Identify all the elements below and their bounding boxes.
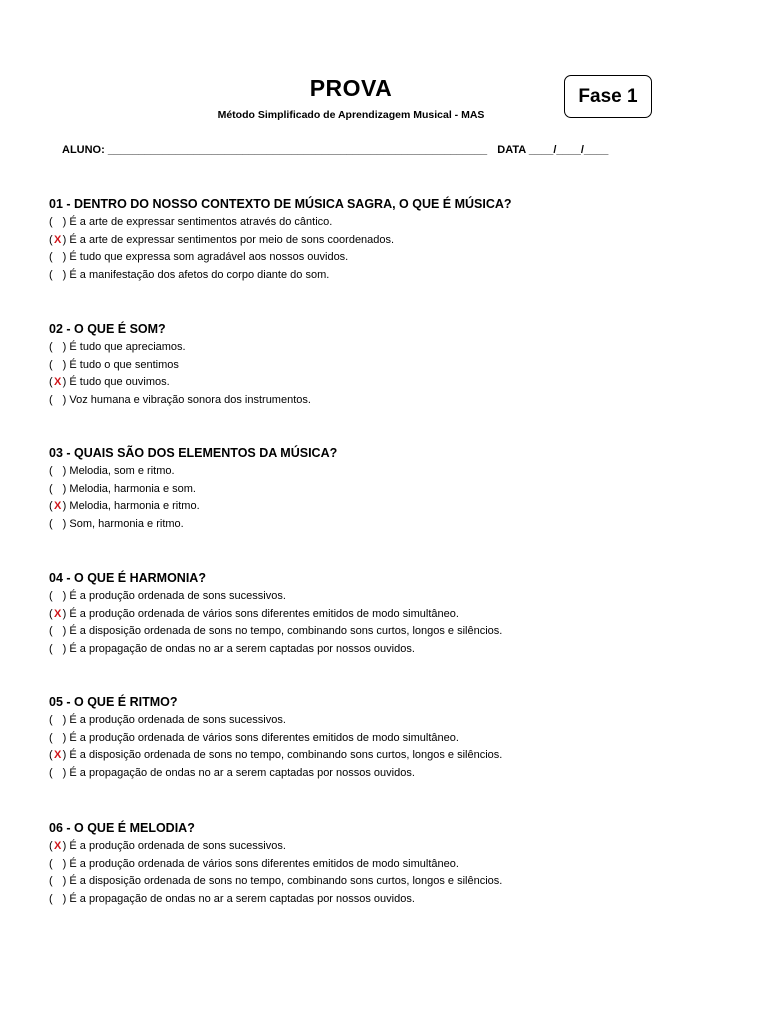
answer-text: É a produção ordenada de sons sucessivos. bbox=[69, 840, 286, 852]
answer-checkbox[interactable]: X bbox=[54, 500, 62, 513]
student-label: ALUNO: bbox=[62, 144, 105, 156]
answer-option[interactable]: ( ) É a produção ordenada de vários sons diferentes emitidos de modo simultâneo. bbox=[49, 731, 459, 744]
answer-option[interactable]: ( ) É a produção ordenada de sons sucessivos. bbox=[49, 714, 286, 726]
answer-checkbox[interactable]: X bbox=[54, 233, 62, 246]
answer-text: É tudo que apreciamos. bbox=[69, 341, 186, 353]
answer-option[interactable]: ( ) É a manifestação dos afetos do corpo diante do som. bbox=[49, 268, 330, 281]
answer-option[interactable]: ( ) É a disposição ordenada de sons no tempo, combinando sons curtos, longos e silêncios. bbox=[49, 875, 503, 888]
answer-text: Voz humana e vibração sonora dos instrumentos. bbox=[69, 393, 311, 406]
answer-checkbox[interactable]: X bbox=[54, 376, 62, 389]
answer-text: É tudo que expressa som agradável aos nossos ouvidos. bbox=[69, 251, 349, 264]
answer-text: É a produção ordenada de vários sons diferentes emitidos de modo simultâneo. bbox=[69, 857, 459, 870]
answer-text: Melodia, harmonia e som. bbox=[69, 482, 196, 495]
answer-option[interactable]: (X) É a produção ordenada de vários sons diferentes emitidos de modo simultâneo. bbox=[49, 606, 709, 624]
question-06 bbox=[49, 818, 709, 908]
question-03 bbox=[49, 443, 709, 533]
answer-text: Melodia, som e ritmo. bbox=[69, 465, 175, 477]
answer-option[interactable]: ( ) É tudo o que sentimos bbox=[49, 358, 179, 371]
answer-option[interactable]: (X) Melodia, harmonia e ritmo. bbox=[49, 498, 709, 516]
answer-text: É a produção ordenada de sons sucessivos. bbox=[69, 590, 286, 602]
answer-text: É a produção ordenada de sons sucessivos. bbox=[69, 714, 286, 726]
student-info-line bbox=[62, 144, 608, 156]
answer-option[interactable]: ( ) É tudo que apreciamos. bbox=[49, 341, 186, 353]
answer-option[interactable]: ( ) É a propagação de ondas no ar a serem captadas por nossos ouvidos. bbox=[49, 892, 415, 905]
answer-option[interactable]: ( ) É a produção ordenada de vários sons diferentes emitidos de modo simultâneo. bbox=[49, 857, 459, 870]
answer-text: É tudo o que sentimos bbox=[69, 358, 179, 371]
answer-option[interactable]: ( ) É a propagação de ondas no ar a serem captadas por nossos ouvidos. bbox=[49, 642, 415, 655]
answer-option[interactable]: ( ) É a arte de expressar sentimentos através do cântico. bbox=[49, 216, 333, 228]
answer-checkbox[interactable]: X bbox=[54, 607, 62, 620]
date-field[interactable]: ____/____/____ bbox=[528, 144, 609, 156]
answer-option[interactable]: ( ) É tudo que expressa som agradável aos nossos ouvidos. bbox=[49, 251, 349, 264]
answer-text: É tudo que ouvimos. bbox=[69, 376, 170, 389]
answer-text: É a arte de expressar sentimentos por meio de sons coordenados. bbox=[69, 233, 395, 246]
question-heading: 04 - O QUE É HARMONIA? bbox=[49, 571, 206, 585]
question-heading: 03 - QUAIS SÃO DOS ELEMENTOS DA MÚSICA? bbox=[49, 446, 338, 460]
answer-option[interactable]: ( ) Melodia, som e ritmo. bbox=[49, 465, 175, 477]
answer-checkbox[interactable]: X bbox=[54, 749, 62, 762]
phase-badge bbox=[564, 75, 652, 118]
answer-text: É a manifestação dos afetos do corpo diante do som. bbox=[69, 268, 330, 281]
answer-text: Som, harmonia e ritmo. bbox=[69, 517, 184, 530]
question-heading: 06 - O QUE É MELODIA? bbox=[49, 821, 195, 835]
question-heading: 05 - O QUE É RITMO? bbox=[49, 695, 178, 709]
answer-text: É a propagação de ondas no ar a serem captadas por nossos ouvidos. bbox=[69, 892, 415, 905]
answer-text: É a produção ordenada de vários sons diferentes emitidos de modo simultâneo. bbox=[69, 731, 459, 744]
page-subtitle: Método Simplificado de Aprendizagem Musical - MAS bbox=[217, 109, 485, 121]
answer-text: É a produção ordenada de vários sons diferentes emitidos de modo simultâneo. bbox=[69, 607, 459, 620]
question-heading: 02 - O QUE É SOM? bbox=[49, 322, 166, 336]
question-02 bbox=[49, 319, 709, 409]
question-heading: 01 - DENTRO DO NOSSO CONTEXTO DE MÚSICA SAGRA, O QUE É MÚSICA? bbox=[49, 197, 512, 211]
answer-text: Melodia, harmonia e ritmo. bbox=[69, 500, 200, 513]
answer-text: É a propagação de ondas no ar a serem captadas por nossos ouvidos. bbox=[69, 766, 415, 779]
answer-option[interactable]: ( ) É a disposição ordenada de sons no tempo, combinando sons curtos, longos e silêncios. bbox=[49, 625, 503, 638]
answer-text: É a arte de expressar sentimentos através do cântico. bbox=[69, 216, 333, 228]
answer-text: É a disposição ordenada de sons no tempo, combinando sons curtos, longos e silêncios. bbox=[69, 875, 503, 888]
answer-option[interactable]: (X) É a disposição ordenada de sons no tempo, combinando sons curtos, longos e silêncios. bbox=[49, 747, 709, 765]
phase-label: Fase 1 bbox=[578, 85, 638, 107]
answer-option[interactable]: (X) É tudo que ouvimos. bbox=[49, 374, 709, 392]
answer-checkbox[interactable]: X bbox=[54, 840, 62, 852]
answer-option[interactable]: (X) É a arte de expressar sentimentos por meio de sons coordenados. bbox=[49, 232, 709, 250]
answer-text: É a propagação de ondas no ar a serem captadas por nossos ouvidos. bbox=[69, 642, 415, 655]
question-01 bbox=[49, 194, 709, 284]
date-label: DATA bbox=[497, 144, 526, 156]
answer-text: É a disposição ordenada de sons no tempo, combinando sons curtos, longos e silêncios. bbox=[69, 749, 503, 762]
question-04 bbox=[49, 568, 709, 658]
answer-option[interactable]: (X) É a produção ordenada de sons sucessivos. bbox=[49, 838, 709, 856]
answer-option[interactable]: ( ) Som, harmonia e ritmo. bbox=[49, 517, 184, 530]
answer-text: É a disposição ordenada de sons no tempo, combinando sons curtos, longos e silêncios. bbox=[69, 625, 503, 638]
page-title: PROVA bbox=[309, 75, 393, 101]
answer-option[interactable]: ( ) É a produção ordenada de sons sucessivos. bbox=[49, 590, 286, 602]
question-05 bbox=[49, 692, 709, 782]
answer-option[interactable]: ( ) Voz humana e vibração sonora dos instrumentos. bbox=[49, 393, 311, 406]
answer-option[interactable]: ( ) É a propagação de ondas no ar a serem captadas por nossos ouvidos. bbox=[49, 766, 415, 779]
answer-option[interactable]: ( ) Melodia, harmonia e som. bbox=[49, 482, 196, 495]
student-name-field[interactable]: ______________________________________________________________ bbox=[107, 144, 488, 156]
